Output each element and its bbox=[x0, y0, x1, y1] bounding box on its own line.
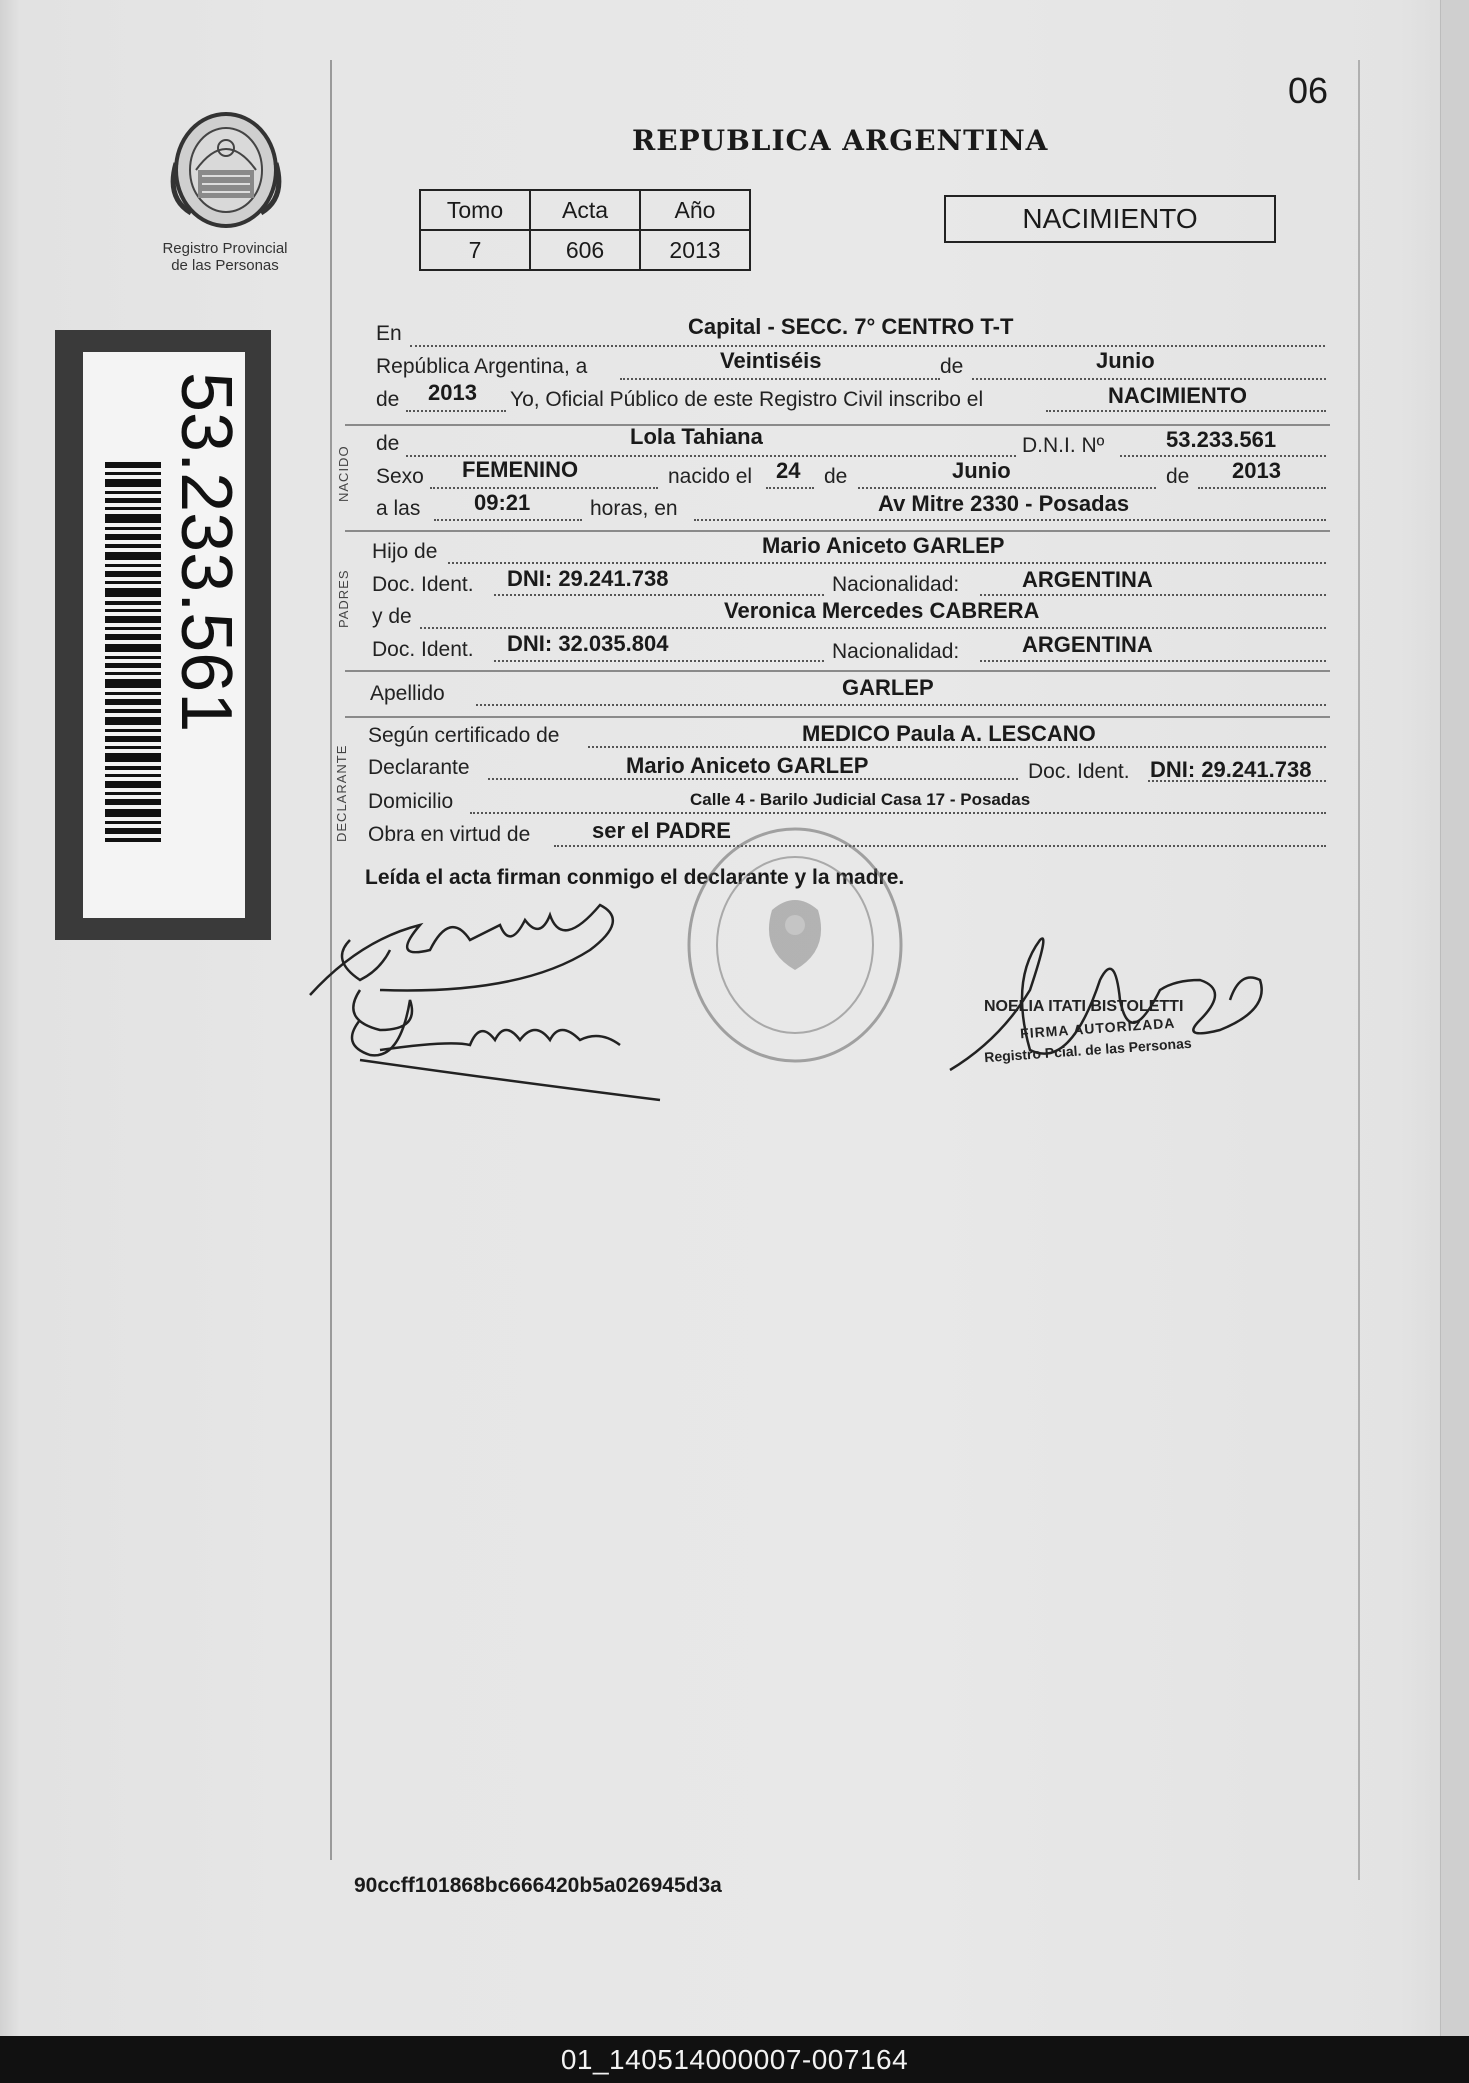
declarant-signatures bbox=[300, 880, 680, 1120]
domicilio-label: Domicilio bbox=[368, 790, 454, 813]
page-number: 06 bbox=[1288, 70, 1329, 111]
year-dotted-line bbox=[406, 410, 506, 412]
child-name-value: Lola Tahiana bbox=[630, 424, 763, 449]
barcode-label bbox=[83, 352, 245, 918]
day-value: Veintiséis bbox=[720, 348, 822, 373]
birth-time-value: 09:21 bbox=[474, 490, 531, 515]
padres-section-label: PADRES bbox=[336, 569, 351, 628]
father-nat-dotted-line bbox=[980, 594, 1326, 596]
father-nat-value: ARGENTINA bbox=[1022, 567, 1153, 592]
hijo-de-label: Hijo de bbox=[372, 540, 438, 563]
sexo-value: FEMENINO bbox=[462, 457, 579, 482]
cert-value: MEDICO Paula A. LESCANO bbox=[802, 721, 1096, 746]
declarante-value: Mario Aniceto GARLEP bbox=[626, 753, 869, 778]
month-dotted-line bbox=[972, 378, 1326, 380]
register-tomo-value: 7 bbox=[420, 230, 530, 270]
obra-label: Obra en virtud de bbox=[368, 823, 531, 846]
de-label: de bbox=[940, 355, 964, 378]
barcode-number: 53.233.561 bbox=[166, 372, 246, 733]
register-value-row bbox=[420, 230, 750, 270]
birth-de2-label: de bbox=[1166, 465, 1190, 488]
page-title: REPUBLICA ARGENTINA bbox=[632, 124, 1049, 157]
father-dotted-line bbox=[448, 562, 1326, 564]
child-dni-value: 53.233.561 bbox=[1166, 427, 1277, 452]
apellido-value: GARLEP bbox=[842, 675, 934, 700]
dni-label: D.N.I. Nº bbox=[1022, 434, 1105, 457]
father-name-value: Mario Aniceto GARLEP bbox=[762, 533, 1005, 558]
mother-doc-value: DNI: 32.035.804 bbox=[507, 631, 669, 656]
declarante-doc-value: DNI: 29.241.738 bbox=[1150, 757, 1312, 782]
birth-month-dotted-line bbox=[858, 487, 1156, 489]
sexo-label: Sexo bbox=[376, 465, 424, 488]
en-label: En bbox=[376, 322, 402, 345]
mother-nat-label: Nacionalidad: bbox=[832, 640, 960, 663]
apellido-dotted-line bbox=[476, 704, 1326, 706]
logo-caption-line-1: Registro Provincial bbox=[162, 240, 288, 257]
cert-label: Según certificado de bbox=[368, 724, 560, 747]
register-anio-value: 2013 bbox=[640, 230, 750, 270]
page-edge bbox=[1440, 0, 1469, 2036]
declarante-section-label: DECLARANTE bbox=[334, 744, 349, 842]
sexo-dotted-line bbox=[430, 487, 658, 489]
register-header-anio: Año bbox=[640, 190, 750, 230]
register-header-tomo: Tomo bbox=[420, 190, 530, 230]
domicilio-value: Calle 4 - Barilo Judicial Casa 17 - Posadas bbox=[690, 790, 1031, 809]
mother-name-value: Veronica Mercedes CABRERA bbox=[724, 598, 1040, 623]
domicilio-dotted-line bbox=[470, 812, 1326, 814]
father-doc-dotted-line bbox=[494, 594, 824, 596]
birth-day-dotted-line bbox=[766, 487, 814, 489]
year-value: 2013 bbox=[428, 380, 477, 405]
mother-nat-value: ARGENTINA bbox=[1022, 632, 1153, 657]
father-nat-label: Nacionalidad: bbox=[832, 573, 960, 596]
republica-label: República Argentina, a bbox=[376, 355, 588, 378]
birth-year-dotted-line bbox=[1198, 487, 1326, 489]
dni-dotted-line bbox=[1120, 455, 1326, 457]
padres-top-line bbox=[345, 530, 1330, 532]
y-de-label: y de bbox=[372, 605, 412, 628]
logo-caption-line-2: de las Personas bbox=[171, 257, 279, 274]
register-header-acta: Acta bbox=[530, 190, 640, 230]
official-stamp-icon bbox=[680, 820, 910, 1070]
oficial-text: Yo, Oficial Público de este Registro Civil inscribo el bbox=[510, 388, 984, 411]
closing-statement: Leída el acta firman conmigo el declarante y la madre. bbox=[365, 866, 905, 889]
official-role: FIRMA AUTORIZADA bbox=[1019, 1014, 1176, 1042]
birth-place-value: Av Mitre 2330 - Posadas bbox=[878, 491, 1130, 516]
nacido-de-label: de bbox=[376, 432, 400, 455]
register-table bbox=[419, 189, 751, 271]
birth-month-value: Junio bbox=[952, 458, 1011, 483]
declarante-top-line bbox=[345, 716, 1330, 718]
year-prefix-label: de bbox=[376, 388, 400, 411]
apellido-top-line bbox=[345, 670, 1330, 672]
mother-doc-dotted-line bbox=[494, 660, 824, 662]
obra-dotted-line bbox=[554, 845, 1326, 847]
father-doc-value: DNI: 29.241.738 bbox=[507, 566, 669, 591]
mother-doc-label: Doc. Ident. bbox=[372, 638, 474, 661]
registry-office-value: Capital - SECC. 7° CENTRO T-T bbox=[688, 314, 1014, 339]
nacido-top-line bbox=[345, 424, 1330, 426]
official-name: NOELIA ITATI BISTOLETTI bbox=[984, 998, 1184, 1015]
record-type-box: NACIMIENTO bbox=[944, 195, 1276, 243]
event-dotted-line bbox=[1046, 410, 1326, 412]
barcode-icon bbox=[105, 462, 161, 842]
logo-caption bbox=[150, 240, 300, 274]
birth-de-label: de bbox=[824, 465, 848, 488]
mother-nat-dotted-line bbox=[980, 660, 1326, 662]
time-dotted-line bbox=[434, 519, 582, 521]
mother-dotted-line bbox=[420, 627, 1326, 629]
month-value: Junio bbox=[1096, 348, 1155, 373]
nacido-section-label: NACIDO bbox=[336, 445, 351, 502]
document-hash: 90ccff101868bc666420b5a026945d3a bbox=[354, 1874, 722, 1897]
file-name-footer: 01_140514000007-007164 bbox=[0, 2036, 1469, 2083]
register-acta-value: 606 bbox=[530, 230, 640, 270]
right-margin-line bbox=[1358, 60, 1360, 1880]
provincial-seal-icon bbox=[166, 108, 286, 233]
official-organization: Registro Pcial. de las Personas bbox=[983, 1034, 1193, 1066]
a-las-label: a las bbox=[376, 497, 421, 520]
apellido-label: Apellido bbox=[370, 682, 445, 705]
obra-value: ser el PADRE bbox=[592, 818, 731, 843]
day-dotted-line bbox=[620, 378, 940, 380]
register-header-row bbox=[420, 190, 750, 230]
nacido-el-label: nacido el bbox=[668, 465, 753, 488]
event-value: NACIMIENTO bbox=[1108, 383, 1247, 408]
father-doc-label: Doc. Ident. bbox=[372, 573, 474, 596]
horas-label: horas, en bbox=[590, 497, 678, 520]
place-dotted-line bbox=[694, 519, 1326, 521]
birth-year-value: 2013 bbox=[1232, 458, 1281, 483]
declarante-doc-label: Doc. Ident. bbox=[1028, 760, 1130, 783]
birth-day-value: 24 bbox=[776, 458, 801, 483]
en-dotted-line bbox=[410, 345, 1325, 347]
barcode-panel bbox=[55, 330, 271, 940]
declarante-label: Declarante bbox=[368, 756, 470, 779]
